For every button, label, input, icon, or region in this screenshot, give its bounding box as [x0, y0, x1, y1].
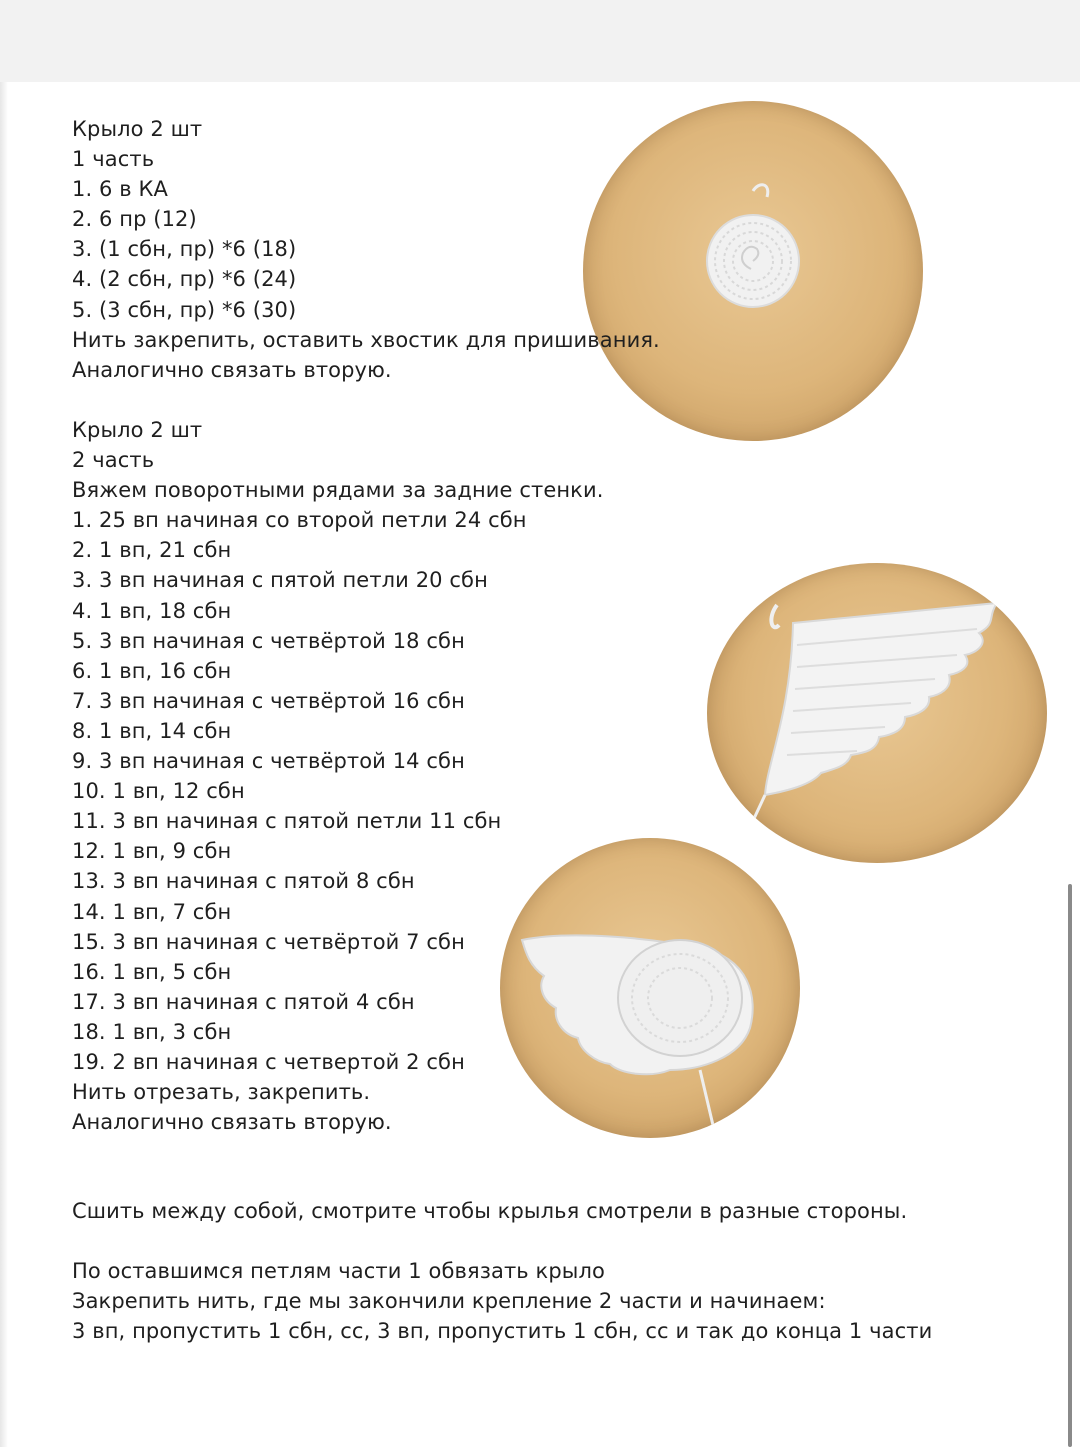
part1-row: 5. (3 сбн, пр) *6 (30) — [72, 297, 297, 322]
page-edge — [0, 82, 8, 1447]
top-band — [0, 0, 1080, 82]
part1-title: Крыло 2 шт — [72, 117, 203, 141]
part2-row: 16. 1 вп, 5 сбн — [72, 959, 232, 984]
part2-row: 2. 1 вп, 21 сбн — [72, 538, 232, 563]
assembly-sew-line: Сшить между собой, смотрите чтобы крылья смотрели в разные стороны. — [72, 1199, 908, 1223]
part2-row: 9. 3 вп начиная с четвёртой 14 сбн — [72, 749, 465, 774]
part2-row: 15. 3 вп начиная с четвёртой 7 сбн — [72, 929, 465, 954]
part2-row: 18. 1 вп, 3 сбн — [72, 1019, 232, 1044]
part1-subtitle: 1 часть — [72, 147, 155, 172]
part2-row: 4. 1 вп, 18 сбн — [72, 598, 232, 623]
part2-row: 14. 1 вп, 7 сбн — [72, 899, 232, 924]
part2-row: 17. 3 вп начиная с пятой 4 сбн — [72, 989, 415, 1014]
part2-row: 12. 1 вп, 9 сбн — [72, 839, 232, 864]
part2-row: 11. 3 вп начиная с пятой петли 11 сбн — [72, 809, 502, 834]
part2-row: 5. 3 вп начиная с четвёртой 18 сбн — [72, 628, 465, 653]
part2-instructions — [72, 415, 603, 1137]
part2-intro: Вяжем поворотными рядами за задние стенки. — [72, 478, 604, 503]
part2-row: 1. 25 вп начиная со второй петли 24 сбн — [72, 508, 527, 533]
part2-row: 7. 3 вп начиная с четвёртой 16 сбн — [72, 688, 465, 713]
part1-finish: Аналогично связать вторую. — [72, 357, 392, 382]
part2-row: 6. 1 вп, 16 сбн — [72, 658, 232, 683]
part2-row: 19. 2 вп начиная с четвертой 2 сбн — [72, 1049, 465, 1074]
part1-row: 2. 6 пр (12) — [72, 207, 197, 232]
assembly-edge-line: 3 вп, пропустить 1 сбн, сс, 3 вп, пропустить 1 сбн, сс и так до конца 1 части — [72, 1319, 933, 1344]
part2-subtitle: 2 часть — [72, 448, 155, 473]
part1-row: 1. 6 в КА — [72, 177, 168, 202]
part2-title: Крыло 2 шт — [72, 418, 203, 442]
assembly-sew — [72, 1196, 907, 1226]
part2-finish: Нить отрезать, закрепить. — [72, 1080, 371, 1105]
scrollbar[interactable] — [1068, 884, 1072, 1447]
part1-finish: Нить закрепить, оставить хвостик для пришивания. — [72, 327, 660, 352]
part2-row: 8. 1 вп, 14 сбн — [72, 718, 232, 743]
part2-row: 13. 3 вп начиная с пятой 8 сбн — [72, 869, 415, 894]
assembly-edge-line: Закрепить нить, где мы закончили крепление 2 части и начинаем: — [72, 1289, 826, 1314]
crochet-wing-image — [707, 563, 1047, 863]
part1-instructions — [72, 114, 660, 385]
part2-finish: Аналогично связать вторую. — [72, 1110, 392, 1135]
part2-row: 3. 3 вп начиная с пятой петли 20 сбн — [72, 568, 488, 593]
assembly-edge-line: По оставшимся петлям части 1 обвязать крыло — [72, 1259, 605, 1283]
part1-row: 3. (1 сбн, пр) *6 (18) — [72, 237, 297, 262]
part1-row: 4. (2 сбн, пр) *6 (24) — [72, 267, 297, 292]
part2-row: 10. 1 вп, 12 сбн — [72, 779, 245, 804]
photo-wing-part2 — [707, 563, 1047, 863]
assembly-edge — [72, 1256, 932, 1346]
